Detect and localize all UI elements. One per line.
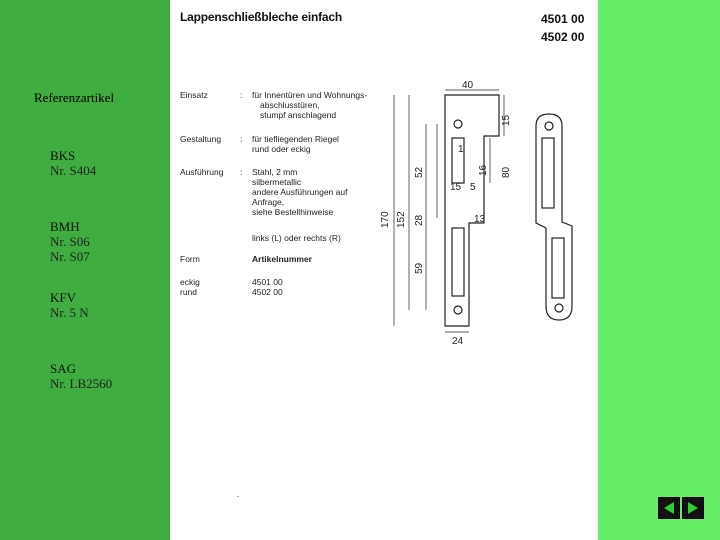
nr-row-eckig: 4501 00	[252, 277, 283, 287]
colon: :	[240, 90, 243, 100]
spec-line: stumpf anschlagend	[260, 110, 337, 120]
reference-brand: KFV	[50, 290, 77, 305]
reference-brand: SAG	[50, 361, 77, 376]
dim-16: 16	[478, 164, 489, 176]
reference-number: Nr. S07	[50, 249, 90, 264]
spec-line: silbermetallic	[252, 177, 302, 187]
form-row-rund: rund	[180, 287, 198, 297]
document-title: Lappenschließbleche einfach	[180, 10, 342, 24]
gestaltung-value	[252, 134, 339, 154]
spec-line: für tiefliegenden Riegel	[252, 134, 339, 144]
right-sidebar	[598, 0, 720, 540]
scan-artifact	[237, 496, 239, 497]
dim-15: 15	[450, 182, 462, 193]
article-code: 4502 00	[541, 30, 585, 44]
ausfuehrung-label: Ausführung	[180, 167, 224, 177]
links-rechts-note: links (L) oder rechts (R)	[252, 233, 341, 243]
reference-group-bks	[50, 148, 96, 178]
artikelnummer-label: Artikelnummer	[252, 254, 312, 264]
gestaltung-label: Gestaltung	[180, 134, 222, 144]
reference-group-bmh	[50, 219, 90, 264]
reference-heading: Referenzartikel	[34, 90, 115, 105]
technical-drawing	[374, 78, 594, 348]
spec-line: für Innentüren und Wohnungs-	[252, 90, 368, 100]
reference-number: Nr. S06	[50, 234, 90, 249]
spec-line: rund oder eckig	[252, 144, 311, 154]
navigation-buttons	[658, 497, 704, 519]
article-codes	[541, 10, 584, 46]
einsatz-label: Einsatz	[180, 90, 208, 100]
dim-28: 28	[414, 214, 425, 226]
dim-13: 13	[474, 214, 486, 225]
spec-line: siehe Bestellhinweise	[252, 207, 334, 217]
next-button[interactable]	[682, 497, 704, 519]
reference-number: Nr. 5 N	[50, 305, 89, 320]
dim-15-top: 15	[501, 114, 512, 126]
colon: :	[240, 167, 243, 177]
strike-plate-round	[536, 114, 572, 320]
spec-line: Anfrage,	[252, 197, 285, 207]
reference-number: Nr. LB2560	[50, 376, 113, 391]
form-label: Form	[180, 254, 200, 264]
strike-plate-square	[445, 95, 499, 326]
dim-52: 52	[414, 166, 425, 178]
form-row-eckig: eckig	[180, 277, 200, 287]
spec-line: andere Ausführungen auf	[252, 187, 348, 197]
dim-59: 59	[414, 262, 425, 274]
dim-80: 80	[501, 166, 512, 178]
dim-5: 5	[470, 182, 476, 193]
article-code: 4501 00	[541, 12, 585, 26]
dim-170: 170	[380, 211, 391, 228]
nr-row-rund: 4502 00	[252, 287, 283, 297]
triangle-right-icon	[686, 501, 700, 515]
dim-152: 152	[396, 211, 407, 228]
reference-group-kfv	[50, 290, 89, 320]
dimension-lines	[394, 90, 504, 332]
dim-24: 24	[452, 336, 464, 347]
triangle-left-icon	[662, 501, 676, 515]
dim-40: 40	[462, 80, 474, 91]
reference-group-sag	[50, 361, 112, 391]
reference-brand: BKS	[50, 148, 76, 163]
spec-line: Stahl, 2 mm	[252, 167, 298, 177]
left-sidebar	[0, 0, 170, 540]
previous-button[interactable]	[658, 497, 680, 519]
reference-number: Nr. S404	[50, 163, 97, 178]
einsatz-value	[252, 90, 367, 120]
colon: :	[240, 134, 243, 144]
ausfuehrung-value	[252, 167, 347, 217]
spec-line: abschlusstüren,	[260, 100, 320, 110]
reference-brand: BMH	[50, 219, 80, 234]
dim-1: 1	[458, 144, 464, 155]
